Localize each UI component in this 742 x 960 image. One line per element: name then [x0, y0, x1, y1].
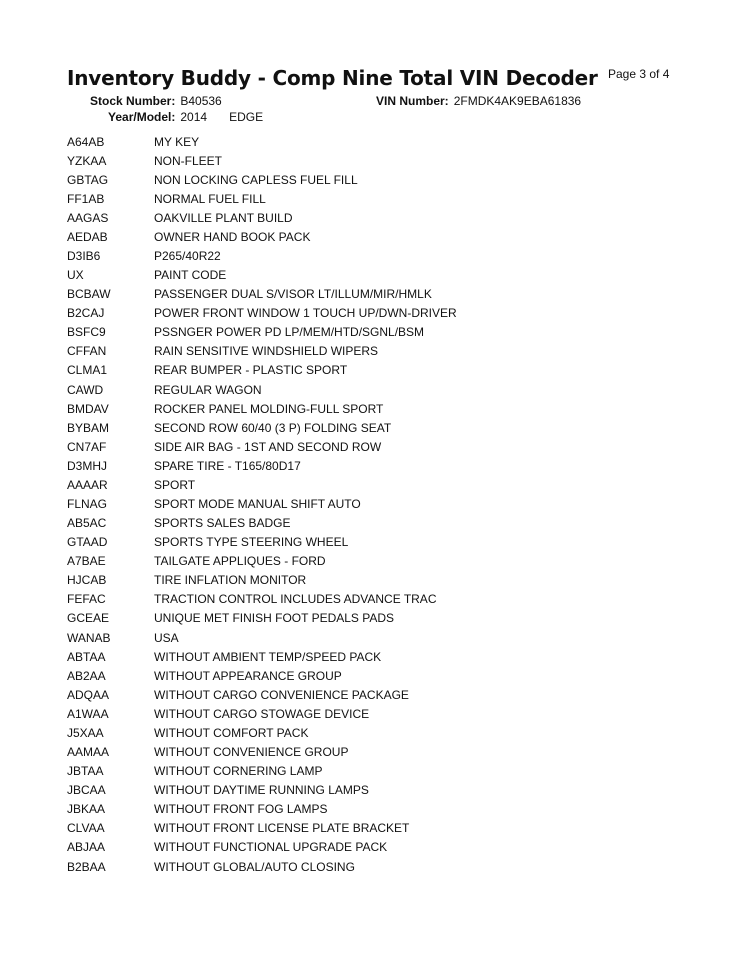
option-description: WITHOUT FRONT FOG LAMPS [154, 802, 328, 817]
option-code: BMDAV [67, 401, 109, 416]
option-code: AEDAB [67, 229, 108, 244]
option-code: A64AB [67, 134, 105, 149]
list-item [67, 494, 687, 513]
option-description: WITHOUT GLOBAL/AUTO CLOSING [154, 859, 355, 874]
option-code: ABJAA [67, 840, 106, 855]
option-code: FF1AB [67, 191, 105, 206]
option-code: A1WAA [67, 706, 109, 721]
option-description: PSSNGER POWER PD LP/MEM/HTD/SGNL/BSM [154, 325, 425, 340]
option-description: WITHOUT APPEARANCE GROUP [154, 668, 342, 683]
option-code: GCEAE [67, 611, 110, 626]
option-code: BSFC9 [67, 325, 106, 340]
option-description: SPORT [154, 477, 196, 492]
option-code: CAWD [67, 382, 104, 397]
list-item [67, 800, 687, 819]
list-item [67, 819, 687, 838]
option-description: SPORT MODE MANUAL SHIFT AUTO [154, 497, 361, 512]
option-code: BYBAM [67, 420, 110, 435]
document-title: Inventory Buddy - Comp Nine Total VIN Decoder [67, 66, 598, 90]
list-item [67, 475, 687, 494]
list-item [67, 170, 687, 189]
option-code: AAAAR [67, 477, 108, 492]
option-description: OWNER HAND BOOK PACK [154, 229, 311, 244]
option-code: AB5AC [67, 516, 107, 531]
option-code: JBKAA [67, 802, 106, 817]
list-item [67, 132, 687, 151]
option-description: TIRE INFLATION MONITOR [154, 573, 307, 588]
vin-number-label: VIN Number: [376, 94, 449, 108]
option-description: P265/40R22 [154, 249, 221, 263]
page-number: Page 3 of 4 [608, 67, 670, 81]
list-item [67, 266, 687, 285]
option-description: WITHOUT CONVENIENCE GROUP [154, 745, 349, 760]
option-description: WITHOUT COMFORT PACK [154, 725, 309, 740]
option-code: CLMA1 [67, 363, 108, 378]
option-code: D3MHJ [67, 458, 108, 473]
option-description: MY KEY [154, 134, 200, 149]
list-item [67, 456, 687, 475]
option-description: WITHOUT DAYTIME RUNNING LAMPS [154, 783, 369, 798]
option-code: GBTAG [67, 172, 109, 187]
vin-number-value: 2FMDK4AK9EBA61836 [453, 94, 582, 108]
option-code: UX [67, 268, 84, 283]
list-item [67, 571, 687, 590]
option-description: OAKVILLE PLANT BUILD [154, 210, 293, 225]
option-code: CN7AF [67, 439, 107, 454]
option-code: D3IB6 [67, 249, 101, 263]
list-item [67, 361, 687, 380]
option-description: SPORTS SALES BADGE [154, 516, 291, 531]
option-description: NORMAL FUEL FILL [154, 191, 266, 206]
option-description: UNIQUE MET FINISH FOOT PEDALS PADS [154, 611, 395, 626]
list-item [67, 590, 687, 609]
list-item [67, 723, 687, 742]
list-item [67, 628, 687, 647]
option-code: CLVAA [67, 821, 105, 836]
option-description: REGULAR WAGON [154, 382, 262, 397]
list-item [67, 227, 687, 246]
list-item [67, 647, 687, 666]
option-code: WANAB [67, 630, 111, 645]
list-item [67, 323, 687, 342]
list-item [67, 342, 687, 361]
list-item [67, 533, 687, 552]
option-description: WITHOUT FRONT LICENSE PLATE BRACKET [154, 821, 410, 836]
list-item [67, 781, 687, 800]
option-code: ABTAA [67, 649, 106, 664]
list-item [67, 552, 687, 571]
option-description: USA [154, 630, 179, 645]
option-description: SIDE AIR BAG - 1ST AND SECOND ROW [154, 439, 382, 454]
year-model-label: Year/Model: [108, 110, 176, 124]
list-item [67, 514, 687, 533]
list-item [67, 380, 687, 399]
option-description: WITHOUT CARGO STOWAGE DEVICE [154, 706, 370, 721]
list-item [67, 399, 687, 418]
option-code: ADQAA [67, 687, 110, 702]
option-code: HJCAB [67, 573, 107, 588]
option-code: AAMAA [67, 745, 110, 760]
option-description: WITHOUT CORNERING LAMP [154, 764, 323, 779]
list-item [67, 304, 687, 323]
list-item [67, 151, 687, 170]
option-code: CFFAN [67, 344, 107, 359]
list-item [67, 666, 687, 685]
option-code: BCBAW [67, 287, 111, 302]
vin-number [376, 94, 581, 108]
list-item [67, 246, 687, 265]
list-item [67, 685, 687, 704]
option-code: FLNAG [67, 497, 108, 512]
option-description: SPORTS TYPE STEERING WHEEL [154, 535, 349, 550]
option-description: TAILGATE APPLIQUES - FORD [154, 554, 326, 569]
option-description: SECOND ROW 60/40 (3 P) FOLDING SEAT [154, 420, 392, 435]
option-description: POWER FRONT WINDOW 1 TOUCH UP/DWN-DRIVER [154, 306, 457, 321]
list-item [67, 418, 687, 437]
option-code: AAGAS [67, 210, 109, 225]
list-item [67, 857, 687, 876]
list-item [67, 743, 687, 762]
option-code: JBTAA [67, 764, 104, 779]
option-code: GTAAD [67, 535, 108, 550]
list-item [67, 704, 687, 723]
list-item [67, 609, 687, 628]
option-code-list [67, 132, 687, 876]
option-description: ROCKER PANEL MOLDING-FULL SPORT [154, 401, 384, 416]
list-item [67, 285, 687, 304]
list-item [67, 762, 687, 781]
stock-number-label: Stock Number: [90, 94, 176, 108]
list-item [67, 437, 687, 456]
option-code: JBCAA [67, 783, 106, 798]
list-item [67, 838, 687, 857]
option-code: AB2AA [67, 668, 106, 683]
stock-number [90, 94, 222, 108]
option-description: NON-FLEET [154, 153, 223, 168]
option-description: WITHOUT CARGO CONVENIENCE PACKAGE [154, 687, 409, 702]
option-description: PAINT CODE [154, 268, 227, 283]
option-description: PASSENGER DUAL S/VISOR LT/ILLUM/MIR/HMLK [154, 287, 432, 302]
option-code: B2CAJ [67, 306, 105, 321]
option-description: SPARE TIRE - T165/80D17 [154, 458, 301, 473]
option-description: TRACTION CONTROL INCLUDES ADVANCE TRAC [154, 592, 437, 607]
model-value: EDGE [229, 110, 264, 124]
option-description: REAR BUMPER - PLASTIC SPORT [154, 363, 348, 378]
list-item [67, 189, 687, 208]
year-model [108, 110, 263, 124]
option-description: NON LOCKING CAPLESS FUEL FILL [154, 172, 358, 187]
list-item [67, 208, 687, 227]
option-description: WITHOUT FUNCTIONAL UPGRADE PACK [154, 840, 388, 855]
option-description: WITHOUT AMBIENT TEMP/SPEED PACK [154, 649, 382, 664]
option-code: YZKAA [67, 153, 107, 168]
stock-number-value: B40536 [180, 94, 222, 108]
option-code: B2BAA [67, 859, 106, 874]
option-code: A7BAE [67, 554, 106, 569]
year-value: 2014 [180, 110, 208, 124]
option-code: FEFAC [67, 592, 106, 607]
option-code: J5XAA [67, 725, 104, 740]
option-description: RAIN SENSITIVE WINDSHIELD WIPERS [154, 344, 379, 359]
